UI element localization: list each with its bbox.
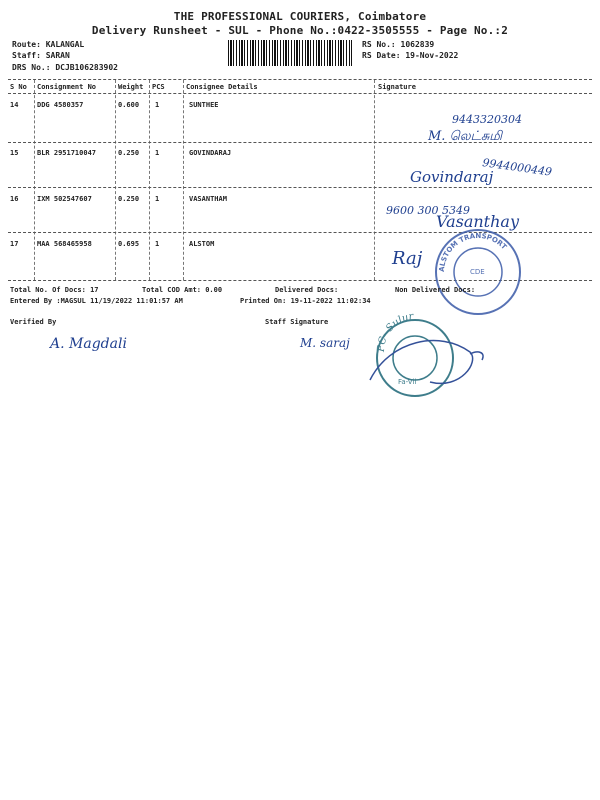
row-weight: 0.250 [118, 149, 140, 157]
row-consignee: ALSTOM [189, 240, 215, 248]
total-docs: Total No. Of Docs: 17 [10, 286, 99, 294]
rs-number: RS No.: 1062839 [362, 40, 435, 49]
row-pcs: 1 [155, 149, 160, 157]
row-weight: 0.695 [118, 240, 140, 248]
verified-signature: A. Magdali [50, 336, 127, 352]
handwritten-signature: M. லெட்சுமி [428, 129, 503, 144]
handwritten-phone: 9944000449 [481, 156, 553, 179]
row-weight: 0.250 [118, 195, 140, 203]
handwritten-phone: 9600 300 5349 [386, 204, 470, 217]
row-sno: 17 [10, 240, 19, 248]
handwritten-phone: 9443320304 [452, 113, 522, 126]
non-delivered-docs: Non Delivered Docs: [395, 286, 476, 294]
col-consignment: Consignment No [37, 83, 97, 91]
col-consignee: Consignee Details [186, 83, 258, 91]
row-consignment: MAA 568465958 [37, 240, 92, 248]
handwritten-signature: Raj [392, 248, 423, 269]
row-weight: 0.600 [118, 101, 140, 109]
stamp-text: CDE [470, 268, 485, 276]
col-pcs: PCS [152, 83, 165, 91]
courier-stamp [436, 230, 520, 314]
stamp-text: Fa-Vil [398, 378, 417, 386]
row-sno: 16 [10, 195, 19, 203]
route-label: Route: KALANGAL [12, 40, 85, 49]
staff-signature-mark: M. saraj [300, 336, 350, 350]
row-pcs: 1 [155, 101, 160, 109]
row-pcs: 1 [155, 195, 160, 203]
row-consignment: BLR 2951710047 [37, 149, 97, 157]
col-signature: Signature [378, 83, 416, 91]
rs-date: RS Date: 19-Nov-2022 [362, 51, 459, 60]
staff-label: Staff: SARAN [12, 51, 70, 60]
col-weight: Weight [118, 83, 144, 91]
row-pcs: 1 [155, 240, 160, 248]
svg-text:ALSTOM TRANSPORT [438, 232, 508, 272]
runsheet-title: Delivery Runsheet - SUL - Phone No.:0422-3505555 - Page No.:2 [91, 24, 509, 37]
row-consignment: DDG 4580357 [37, 101, 84, 109]
company-title: THE PROFESSIONAL COURIERS, Coimbatore [173, 10, 427, 23]
handwritten-signature: Vasanthay [436, 212, 519, 231]
row-consignment: IXM 502547607 [37, 195, 92, 203]
verified-by-label: Verified By [10, 318, 57, 326]
stamp-text: PC- Sulur [375, 311, 415, 353]
handwritten-signature: Govindaraj [410, 168, 494, 186]
col-sno: S No [10, 83, 27, 91]
total-cod: Total COD Amt: 0.00 [142, 286, 223, 294]
delivered-docs: Delivered Docs: [275, 286, 339, 294]
printed-on: Printed On: 19-11-2022 11:02:34 [240, 297, 371, 305]
entered-by: Entered By :MAGSUL 11/19/2022 11:01:57 AM [10, 297, 183, 305]
row-sno: 15 [10, 149, 19, 157]
staff-signature-label: Staff Signature [265, 318, 329, 326]
row-consignee: SUNTHEE [189, 101, 219, 109]
pc-sulur-stamp [370, 311, 483, 396]
row-sno: 14 [10, 101, 19, 109]
drs-number: DRS No.: DCJB106283902 [12, 63, 118, 72]
row-consignee: GOVINDARAJ [189, 149, 232, 157]
stamp-text: ALSTOM TRANSPORT [437, 231, 509, 273]
row-consignee: VASANTHAM [189, 195, 227, 203]
